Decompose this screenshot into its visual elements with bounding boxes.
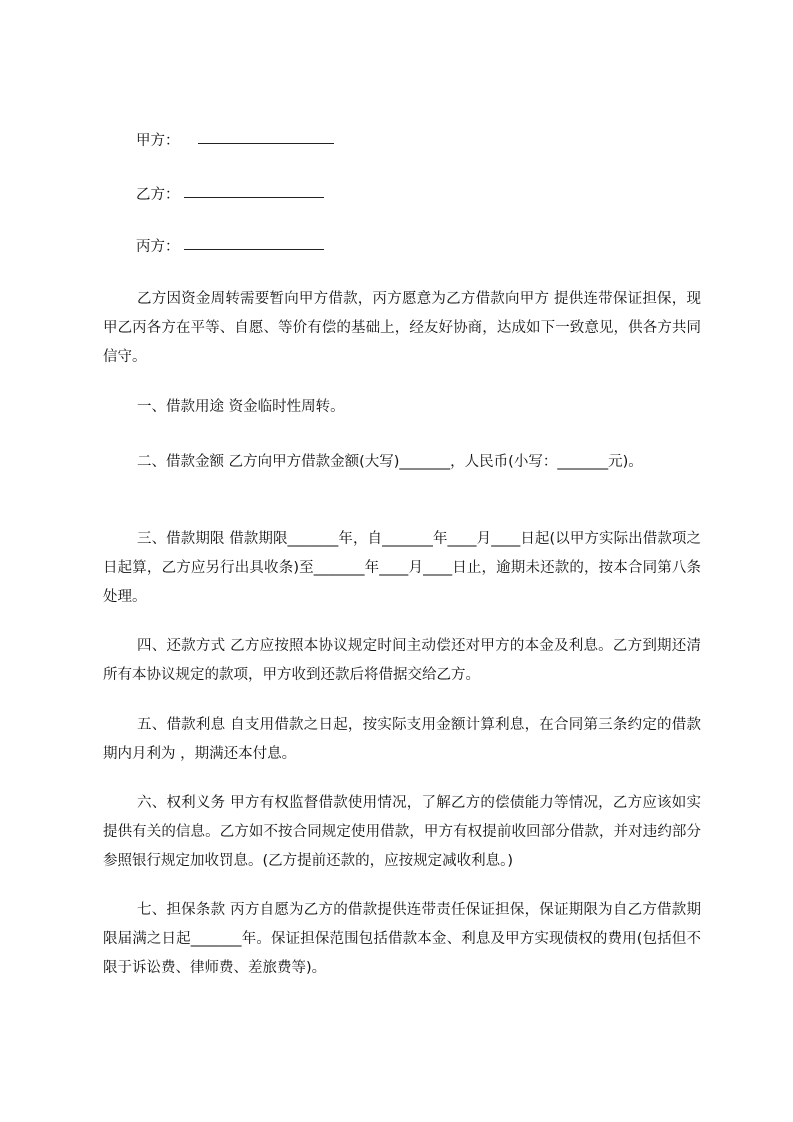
clause-guarantee: 七、担保条款 丙方自愿为乙方的借款提供连带责任保证担保，保证期限为自乙方借款期限届满之日起_______年。保证担保范围包括借款本金、利息及甲方实现债权的费用(包括但不限于诉讼费、律师费、差旅费等)。 — [103, 902, 701, 976]
party-b-label: 乙方： — [136, 187, 180, 203]
clause-loan-interest: 五、借款利息 自支用借款之日起，按实际支用金额计算利息，在合同第三条约定的借款期内月利为 ，期满还本付息。 — [103, 717, 701, 762]
party-a-row — [136, 131, 334, 151]
party-a-label: 甲方： — [136, 133, 180, 149]
intro-paragraph: 乙方因资金周转需要暂向甲方借款，丙方愿意为乙方借款向甲方 提供连带保证担保，现甲乙丙各方在平等、自愿、等价有偿的基础上，经友好协商，达成如下一致意见，供各方共同信守。 — [103, 291, 701, 365]
party-c-row — [136, 237, 324, 257]
party-c-blank-line — [184, 248, 324, 250]
clause-loan-amount: 二、借款金额 乙方向甲方借款金额(大写)_______，人民币(小写：_______元)。 — [137, 454, 643, 470]
party-b-blank-line — [184, 196, 324, 198]
party-b-row — [136, 185, 324, 205]
clause-loan-term: 三、借款期限 借款期限_______年，自_______年____月____日起(以甲方实际出借款项之日起算，乙方应另行出具收条)至_______年____月____日止，逾期未还款的，按本合同第八条处理。 — [103, 531, 701, 605]
party-c-label: 丙方： — [136, 239, 180, 255]
party-a-blank-line — [198, 142, 334, 144]
clause-loan-purpose: 一、借款用途 资金临时性周转。 — [137, 399, 345, 415]
clause-repayment-method: 四、还款方式 乙方应按照本协议规定时间主动偿还对甲方的本金及利息。乙方到期还清所有本协议规定的款项，甲方收到还款后将借据交给乙方。 — [103, 638, 701, 683]
clause-rights-obligations: 六、权利义务 甲方有权监督借款使用情况，了解乙方的偿债能力等情况，乙方应该如实提供有关的信息。乙方如不按合同规定使用借款，甲方有权提前收回部分借款，并对违约部分参照银行规定加收罚息。(乙方提前还款的，应按规定减收利息。) — [103, 795, 701, 869]
